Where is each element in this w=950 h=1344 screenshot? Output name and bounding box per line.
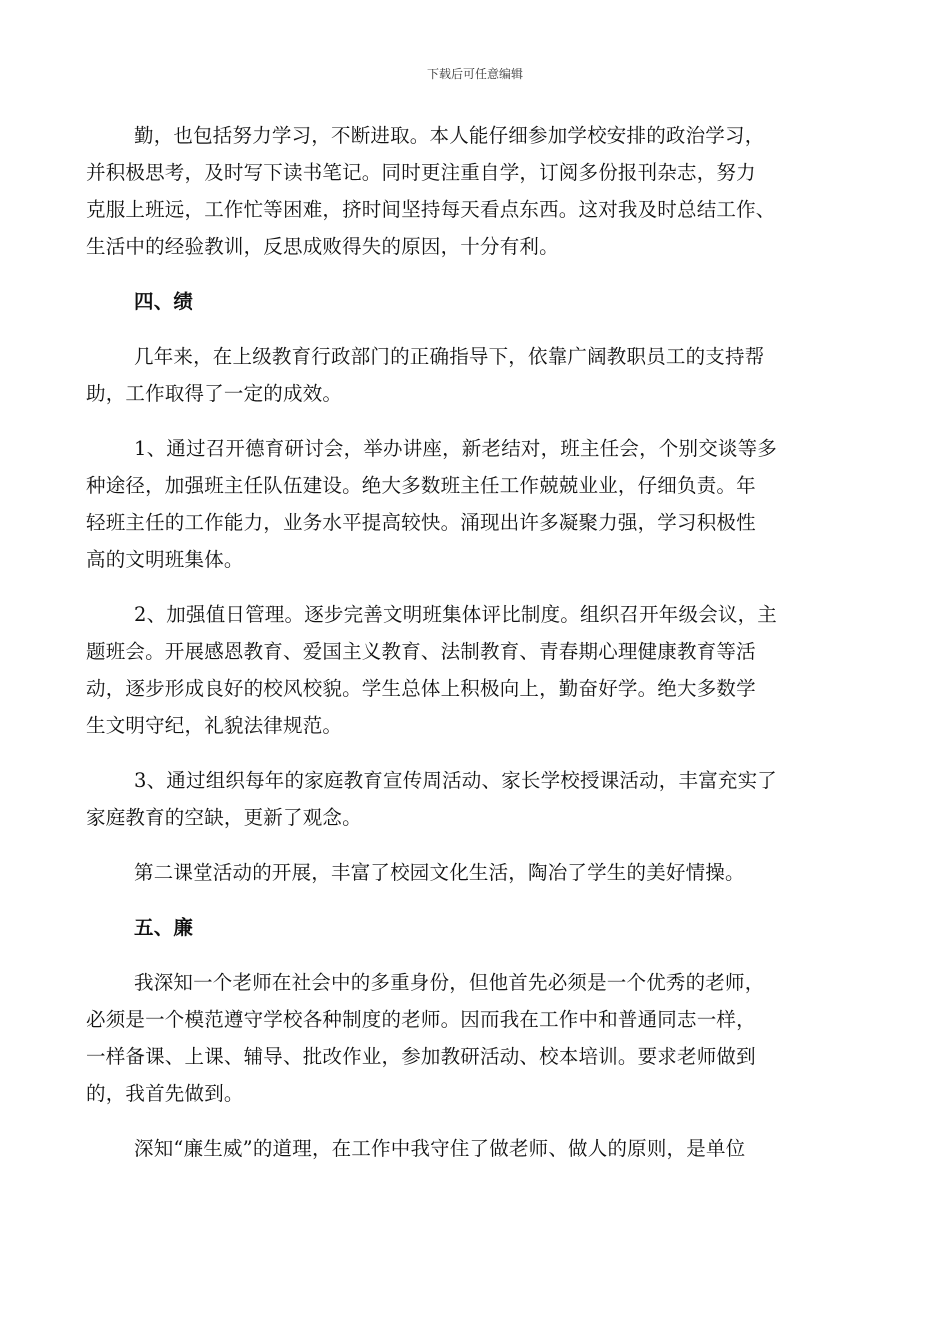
paragraph-line: 深知“廉生威”的道理，在工作中我守住了做老师、做人的原则，是单位 bbox=[134, 1137, 746, 1160]
paragraph-line: 勤，也包括努力学习，不断进取。本人能仔细参加学校安排的政治学习， bbox=[134, 124, 765, 147]
paragraph-line: 几年来，在上级教育行政部门的正确指导下，依靠广阔教职员工的支持帮 bbox=[134, 345, 765, 368]
paragraph-item-3 bbox=[86, 762, 866, 836]
paragraph-line: 必须是一个模范遵守学校各种制度的老师。因而我在工作中和普通同志一样， bbox=[86, 1008, 756, 1031]
paragraph-line: 2、加强值日管理。逐步完善文明班集体评比制度。组织召开年级会议，主 bbox=[134, 603, 778, 626]
section-heading-integrity bbox=[86, 909, 866, 946]
paragraph-line: 1、通过召开德育研讨会，举办讲座，新老结对，班主任会，个别交谈等多 bbox=[134, 437, 778, 460]
paragraph-line: 动，逐步形成良好的校风校貌。学生总体上积极向上，勤奋好学。绝大多数学 bbox=[86, 677, 756, 700]
paragraph-self-study bbox=[86, 117, 866, 265]
page-header: 下载后可任意编辑 bbox=[426, 67, 523, 81]
paragraph-line: 轻班主任的工作能力，业务水平提高较快。涌现出许多凝聚力强，学习积极性 bbox=[86, 511, 756, 534]
section-heading-achievements bbox=[86, 283, 866, 320]
paragraph-line: 生活中的经验教训，反思成败得失的原因，十分有利。 bbox=[86, 235, 559, 258]
paragraph-line: 第二课堂活动的开展，丰富了校园文化生活，陶冶了学生的美好情操。 bbox=[134, 861, 745, 884]
paragraph-line: 的，我首先做到。 bbox=[86, 1082, 244, 1105]
paragraph-line: 高的文明班集体。 bbox=[86, 548, 244, 571]
section-heading: 五、廉 bbox=[134, 916, 194, 939]
paragraph-item-1 bbox=[86, 430, 866, 578]
paragraph-integrity-2 bbox=[86, 1130, 866, 1167]
paragraph-second-classroom bbox=[86, 854, 866, 891]
paragraph-line: 种途径，加强班主任队伍建设。绝大多数班主任工作兢兢业业，仔细负责。年 bbox=[86, 474, 756, 497]
paragraph-integrity-1 bbox=[86, 964, 866, 1112]
paragraph-line: 3、通过组织每年的家庭教育宣传周活动、家长学校授课活动，丰富充实了 bbox=[134, 769, 778, 792]
paragraph-line: 题班会。开展感恩教育、爱国主义教育、法制教育、青春期心理健康教育等活 bbox=[86, 640, 756, 663]
document-body bbox=[86, 117, 866, 1185]
paragraph-item-2 bbox=[86, 596, 866, 744]
paragraph-line: 克服上班远，工作忙等困难，挤时间坚持每天看点东西。这对我及时总结工作、 bbox=[86, 198, 776, 221]
paragraph-line: 生文明守纪，礼貌法律规范。 bbox=[86, 714, 343, 737]
paragraph-achievements-intro bbox=[86, 338, 866, 412]
paragraph-line: 助，工作取得了一定的成效。 bbox=[86, 382, 343, 405]
paragraph-line: 家庭教育的空缺，更新了观念。 bbox=[86, 806, 362, 829]
section-heading: 四、绩 bbox=[134, 290, 194, 313]
paragraph-line: 一样备课、上课、辅导、批改作业，参加教研活动、校本培训。要求老师做到 bbox=[86, 1045, 756, 1068]
paragraph-line: 我深知一个老师在社会中的多重身份，但他首先必须是一个优秀的老师， bbox=[134, 971, 765, 994]
paragraph-line: 并积极思考，及时写下读书笔记。同时更注重自学，订阅多份报刊杂志，努力 bbox=[86, 161, 756, 184]
